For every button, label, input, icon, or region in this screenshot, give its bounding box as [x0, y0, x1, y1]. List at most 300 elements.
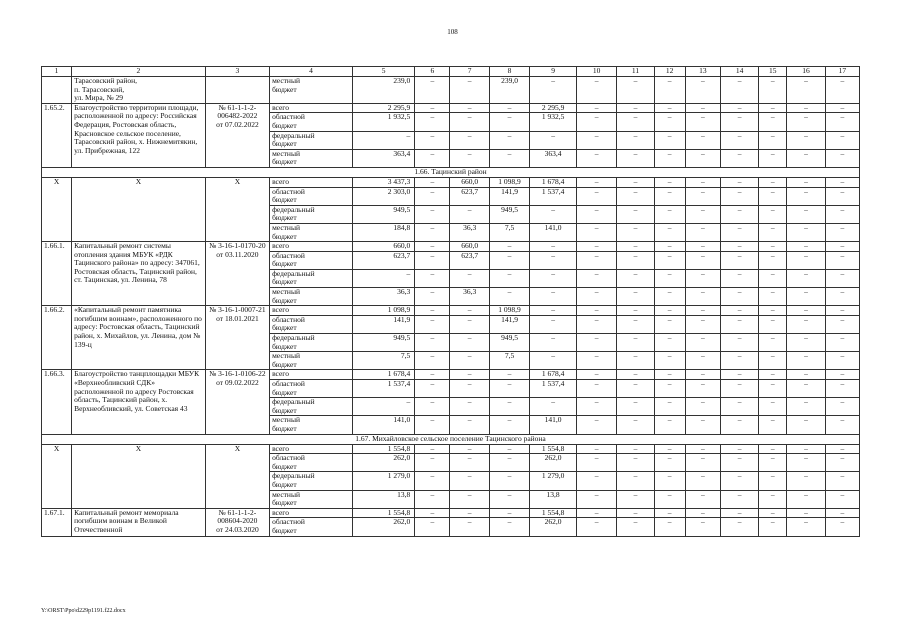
amount-cell: –: [489, 454, 529, 472]
amount-cell: –: [825, 187, 859, 205]
amount-cell: –: [450, 269, 489, 287]
amount-cell: –: [787, 177, 825, 187]
amount-cell: –: [450, 490, 489, 508]
amount-cell: –: [720, 508, 758, 518]
amount-cell: –: [530, 205, 577, 223]
amount-cell: –: [617, 177, 654, 187]
amount-cell: –: [415, 398, 450, 416]
amount-cell: –: [576, 187, 616, 205]
amount-cell: –: [825, 315, 859, 333]
amount-cell: –: [787, 131, 825, 149]
amount-cell: –: [617, 334, 654, 352]
amount-cell: –: [685, 398, 720, 416]
amount-cell: 7,5: [489, 223, 529, 241]
amount-cell: –: [415, 149, 450, 167]
amount-cell: –: [825, 113, 859, 131]
table-row: [42, 242, 860, 252]
amount-cell: 1 554,8: [353, 508, 415, 518]
amount-cell: –: [685, 242, 720, 252]
amount-cell: –: [415, 288, 450, 306]
amount-cell: 1 554,8: [530, 444, 577, 454]
object-name: «Капитальный ремонт памятника погибшим воинам», расположенного по адресу: Ростовская область, Тацинский район, х. Михайлов, ул. Ленина, дом № 139-ц: [72, 306, 206, 370]
amount-cell: –: [530, 251, 577, 269]
amount-cell: –: [759, 380, 787, 398]
amount-cell: –: [759, 370, 787, 380]
amount-cell: –: [576, 223, 616, 241]
amount-cell: –: [720, 149, 758, 167]
amount-cell: –: [787, 518, 825, 536]
amount-cell: –: [720, 269, 758, 287]
document-number: № 61-1-1-2-006482-2022 от 07.02.2022: [205, 103, 269, 167]
document-number: № 61-1-1-2-008604-2020 от 24.03.2020: [205, 508, 269, 536]
amount-cell: –: [530, 269, 577, 287]
table-row: [42, 177, 860, 187]
section-row: [42, 167, 860, 177]
amount-cell: –: [720, 77, 758, 104]
amount-cell: –: [825, 269, 859, 287]
amount-cell: –: [450, 113, 489, 131]
amount-cell: –: [759, 269, 787, 287]
budget-source: федеральный бюджет: [270, 334, 353, 352]
amount-cell: –: [654, 269, 685, 287]
amount-cell: –: [576, 269, 616, 287]
amount-cell: –: [654, 149, 685, 167]
budget-source: местный бюджет: [270, 490, 353, 508]
amount-cell: –: [685, 131, 720, 149]
amount-cell: –: [489, 490, 529, 508]
footer-file-path: Y:\ORST\Ppo\d229p1191.f22.docx: [41, 608, 126, 614]
amount-cell: –: [415, 444, 450, 454]
budget-source: всего: [270, 444, 353, 454]
amount-cell: –: [415, 269, 450, 287]
amount-cell: –: [759, 103, 787, 113]
amount-cell: –: [617, 306, 654, 316]
amount-cell: 623,7: [450, 187, 489, 205]
amount-cell: –: [825, 398, 859, 416]
amount-cell: –: [489, 251, 529, 269]
amount-cell: –: [825, 454, 859, 472]
amount-cell: 1 279,0: [353, 472, 415, 490]
budget-source: областной бюджет: [270, 315, 353, 333]
budget-source: всего: [270, 306, 353, 316]
amount-cell: –: [654, 416, 685, 434]
amount-cell: –: [685, 288, 720, 306]
amount-cell: –: [787, 454, 825, 472]
amount-cell: 2 295,9: [353, 103, 415, 113]
amount-cell: –: [576, 398, 616, 416]
amount-cell: –: [617, 398, 654, 416]
amount-cell: –: [787, 223, 825, 241]
column-number-cell: 10: [576, 67, 616, 77]
budget-source: областной бюджет: [270, 380, 353, 398]
amount-cell: –: [759, 187, 787, 205]
budget-source: федеральный бюджет: [270, 269, 353, 287]
amount-cell: –: [787, 251, 825, 269]
amount-cell: –: [759, 149, 787, 167]
amount-cell: 2 303,0: [353, 187, 415, 205]
amount-cell: –: [685, 370, 720, 380]
amount-cell: –: [787, 113, 825, 131]
budget-source: местный бюджет: [270, 149, 353, 167]
column-number-cell: 6: [415, 67, 450, 77]
amount-cell: –: [617, 251, 654, 269]
object-name: Благоустройство территории площади, расположенной по адресу: Российская Федерация, Ростовская область, Красновское сельское поселение, Тарасовский район, х. Нижнемитякин, ул. Прибрежная, 122: [72, 103, 206, 167]
amount-cell: –: [685, 518, 720, 536]
amount-cell: –: [530, 398, 577, 416]
amount-cell: –: [415, 416, 450, 434]
object-name: Х: [72, 177, 206, 241]
amount-cell: –: [759, 472, 787, 490]
amount-cell: –: [787, 508, 825, 518]
amount-cell: –: [415, 205, 450, 223]
amount-cell: 1 537,4: [353, 380, 415, 398]
amount-cell: –: [450, 77, 489, 104]
amount-cell: 239,0: [353, 77, 415, 104]
amount-cell: –: [576, 315, 616, 333]
amount-cell: –: [489, 149, 529, 167]
amount-cell: 7,5: [489, 352, 529, 370]
budget-source: областной бюджет: [270, 454, 353, 472]
amount-cell: –: [489, 269, 529, 287]
amount-cell: 262,0: [353, 454, 415, 472]
amount-cell: 141,0: [530, 223, 577, 241]
document-number: [205, 77, 269, 104]
amount-cell: –: [720, 177, 758, 187]
amount-cell: –: [685, 113, 720, 131]
amount-cell: –: [415, 315, 450, 333]
column-number-cell: 17: [825, 67, 859, 77]
document-number: Х: [205, 177, 269, 241]
amount-cell: 949,5: [489, 205, 529, 223]
amount-cell: –: [759, 315, 787, 333]
amount-cell: 623,7: [353, 251, 415, 269]
amount-cell: –: [617, 444, 654, 454]
amount-cell: –: [654, 242, 685, 252]
amount-cell: –: [617, 352, 654, 370]
column-number-cell: 11: [617, 67, 654, 77]
amount-cell: –: [685, 416, 720, 434]
amount-cell: –: [685, 352, 720, 370]
amount-cell: –: [617, 149, 654, 167]
amount-cell: –: [576, 334, 616, 352]
amount-cell: –: [576, 518, 616, 536]
amount-cell: 184,8: [353, 223, 415, 241]
amount-cell: –: [787, 370, 825, 380]
object-number: 1.66.3.: [42, 370, 72, 434]
amount-cell: –: [685, 77, 720, 104]
document-number: Х: [205, 444, 269, 508]
amount-cell: –: [576, 454, 616, 472]
table-row: [42, 306, 860, 316]
amount-cell: –: [576, 444, 616, 454]
amount-cell: –: [489, 472, 529, 490]
amount-cell: –: [576, 306, 616, 316]
amount-cell: –: [685, 205, 720, 223]
amount-cell: –: [825, 149, 859, 167]
amount-cell: –: [654, 315, 685, 333]
amount-cell: –: [617, 454, 654, 472]
amount-cell: –: [825, 518, 859, 536]
amount-cell: –: [617, 113, 654, 131]
amount-cell: 1 537,4: [530, 187, 577, 205]
amount-cell: –: [576, 370, 616, 380]
amount-cell: –: [685, 251, 720, 269]
amount-cell: –: [787, 187, 825, 205]
amount-cell: –: [450, 103, 489, 113]
column-number-cell: 7: [450, 67, 489, 77]
amount-cell: –: [825, 490, 859, 508]
amount-cell: 1 554,8: [530, 508, 577, 518]
amount-cell: –: [415, 131, 450, 149]
amount-cell: –: [787, 352, 825, 370]
budget-source: местный бюджет: [270, 77, 353, 104]
amount-cell: –: [576, 205, 616, 223]
amount-cell: –: [825, 334, 859, 352]
amount-cell: 1 537,4: [530, 380, 577, 398]
amount-cell: –: [720, 242, 758, 252]
amount-cell: –: [415, 334, 450, 352]
amount-cell: –: [617, 315, 654, 333]
amount-cell: –: [720, 352, 758, 370]
object-number: Х: [42, 444, 72, 508]
column-number-cell: 9: [530, 67, 577, 77]
amount-cell: –: [720, 113, 758, 131]
amount-cell: –: [825, 131, 859, 149]
amount-cell: 262,0: [530, 454, 577, 472]
amount-cell: –: [654, 444, 685, 454]
amount-cell: 13,8: [530, 490, 577, 508]
amount-cell: –: [787, 334, 825, 352]
amount-cell: –: [720, 205, 758, 223]
amount-cell: 660,0: [353, 242, 415, 252]
amount-cell: –: [720, 472, 758, 490]
amount-cell: –: [530, 306, 577, 316]
amount-cell: –: [825, 103, 859, 113]
amount-cell: –: [489, 398, 529, 416]
budget-source: местный бюджет: [270, 416, 353, 434]
amount-cell: –: [617, 269, 654, 287]
amount-cell: 262,0: [353, 518, 415, 536]
amount-cell: –: [654, 306, 685, 316]
amount-cell: –: [450, 508, 489, 518]
amount-cell: –: [825, 223, 859, 241]
object-name: Х: [72, 444, 206, 508]
section-title: 1.66. Тацинский район: [42, 167, 860, 177]
column-number-cell: 16: [787, 67, 825, 77]
amount-cell: –: [576, 131, 616, 149]
amount-cell: –: [825, 380, 859, 398]
column-number-cell: 4: [270, 67, 353, 77]
amount-cell: 1 554,8: [353, 444, 415, 454]
amount-cell: –: [720, 103, 758, 113]
amount-cell: 1 932,5: [353, 113, 415, 131]
object-name: Капитальный ремонт мемориала погибшим воинам в Великой Отечественной: [72, 508, 206, 536]
amount-cell: –: [720, 251, 758, 269]
object-number: 1.66.1.: [42, 242, 72, 306]
amount-cell: –: [720, 380, 758, 398]
amount-cell: –: [759, 77, 787, 104]
amount-cell: –: [759, 352, 787, 370]
amount-cell: –: [489, 242, 529, 252]
amount-cell: 141,9: [353, 315, 415, 333]
amount-cell: –: [654, 177, 685, 187]
amount-cell: –: [654, 131, 685, 149]
amount-cell: –: [759, 113, 787, 131]
budget-source: областной бюджет: [270, 251, 353, 269]
column-number-cell: 12: [654, 67, 685, 77]
amount-cell: –: [825, 288, 859, 306]
amount-cell: –: [825, 416, 859, 434]
amount-cell: –: [450, 380, 489, 398]
amount-cell: –: [759, 251, 787, 269]
amount-cell: –: [576, 352, 616, 370]
amount-cell: –: [530, 131, 577, 149]
amount-cell: –: [654, 508, 685, 518]
amount-cell: –: [787, 380, 825, 398]
amount-cell: –: [685, 223, 720, 241]
budget-source: федеральный бюджет: [270, 472, 353, 490]
amount-cell: 949,5: [353, 205, 415, 223]
amount-cell: –: [720, 315, 758, 333]
amount-cell: –: [450, 315, 489, 333]
amount-cell: 3 437,3: [353, 177, 415, 187]
amount-cell: –: [415, 472, 450, 490]
amount-cell: –: [825, 444, 859, 454]
amount-cell: –: [685, 380, 720, 398]
amount-cell: –: [720, 131, 758, 149]
amount-cell: –: [353, 269, 415, 287]
amount-cell: 1 678,4: [530, 177, 577, 187]
amount-cell: 239,0: [489, 77, 529, 104]
budget-source: местный бюджет: [270, 288, 353, 306]
amount-cell: –: [450, 205, 489, 223]
amount-cell: –: [787, 306, 825, 316]
amount-cell: –: [654, 77, 685, 104]
amount-cell: –: [654, 205, 685, 223]
amount-cell: –: [617, 490, 654, 508]
amount-cell: –: [450, 518, 489, 536]
amount-cell: –: [576, 77, 616, 104]
table-row: [42, 508, 860, 518]
amount-cell: –: [617, 508, 654, 518]
amount-cell: –: [685, 187, 720, 205]
amount-cell: –: [654, 251, 685, 269]
amount-cell: –: [576, 416, 616, 434]
amount-cell: 1 098,9: [353, 306, 415, 316]
amount-cell: –: [450, 472, 489, 490]
document-number: № 3-16-1-0106-22 от 09.02.2022: [205, 370, 269, 434]
amount-cell: –: [654, 352, 685, 370]
amount-cell: 1 098,9: [489, 177, 529, 187]
amount-cell: –: [450, 370, 489, 380]
amount-cell: 1 678,4: [530, 370, 577, 380]
object-number: [42, 77, 72, 104]
table-row: [42, 444, 860, 454]
amount-cell: –: [759, 444, 787, 454]
amount-cell: –: [825, 508, 859, 518]
amount-cell: 623,7: [450, 251, 489, 269]
amount-cell: –: [787, 205, 825, 223]
amount-cell: –: [654, 187, 685, 205]
amount-cell: –: [825, 242, 859, 252]
amount-cell: –: [617, 416, 654, 434]
column-number-cell: 13: [685, 67, 720, 77]
table-row: [42, 77, 860, 104]
amount-cell: 141,9: [489, 187, 529, 205]
amount-cell: –: [415, 177, 450, 187]
amount-cell: –: [450, 149, 489, 167]
amount-cell: –: [720, 306, 758, 316]
amount-cell: –: [530, 77, 577, 104]
amount-cell: –: [685, 334, 720, 352]
amount-cell: –: [720, 416, 758, 434]
amount-cell: –: [530, 242, 577, 252]
amount-cell: –: [825, 306, 859, 316]
amount-cell: –: [415, 242, 450, 252]
amount-cell: –: [530, 334, 577, 352]
column-number-cell: 14: [720, 67, 758, 77]
amount-cell: –: [576, 288, 616, 306]
amount-cell: 1 098,9: [489, 306, 529, 316]
amount-cell: –: [415, 508, 450, 518]
amount-cell: –: [415, 454, 450, 472]
amount-cell: –: [576, 380, 616, 398]
page-number: 108: [447, 28, 458, 36]
amount-cell: –: [759, 416, 787, 434]
amount-cell: –: [787, 472, 825, 490]
amount-cell: –: [415, 306, 450, 316]
amount-cell: –: [759, 518, 787, 536]
amount-cell: –: [617, 380, 654, 398]
amount-cell: 141,0: [353, 416, 415, 434]
amount-cell: –: [489, 288, 529, 306]
object-name: Тарасовский район, п. Тарасовский, ул. Мира, № 29: [72, 77, 206, 104]
budget-source: всего: [270, 508, 353, 518]
amount-cell: –: [617, 131, 654, 149]
amount-cell: –: [489, 103, 529, 113]
amount-cell: 13,8: [353, 490, 415, 508]
amount-cell: –: [825, 205, 859, 223]
amount-cell: 1 279,0: [530, 472, 577, 490]
amount-cell: –: [530, 288, 577, 306]
amount-cell: –: [654, 398, 685, 416]
budget-source: местный бюджет: [270, 352, 353, 370]
amount-cell: –: [685, 306, 720, 316]
column-number-cell: 2: [72, 67, 206, 77]
amount-cell: –: [787, 103, 825, 113]
amount-cell: –: [576, 149, 616, 167]
amount-cell: –: [415, 187, 450, 205]
amount-cell: –: [759, 508, 787, 518]
budget-source: областной бюджет: [270, 518, 353, 536]
amount-cell: –: [450, 398, 489, 416]
amount-cell: –: [617, 518, 654, 536]
amount-cell: 949,5: [353, 334, 415, 352]
amount-cell: –: [576, 242, 616, 252]
document-number: № 3-16-1-0007-21 от 18.01.2021: [205, 306, 269, 370]
budget-source: федеральный бюджет: [270, 205, 353, 223]
amount-cell: –: [759, 288, 787, 306]
amount-cell: –: [759, 490, 787, 508]
amount-cell: –: [576, 251, 616, 269]
amount-cell: –: [654, 490, 685, 508]
amount-cell: –: [450, 416, 489, 434]
amount-cell: –: [759, 205, 787, 223]
amount-cell: –: [654, 472, 685, 490]
amount-cell: –: [576, 103, 616, 113]
amount-cell: –: [825, 352, 859, 370]
amount-cell: –: [759, 306, 787, 316]
